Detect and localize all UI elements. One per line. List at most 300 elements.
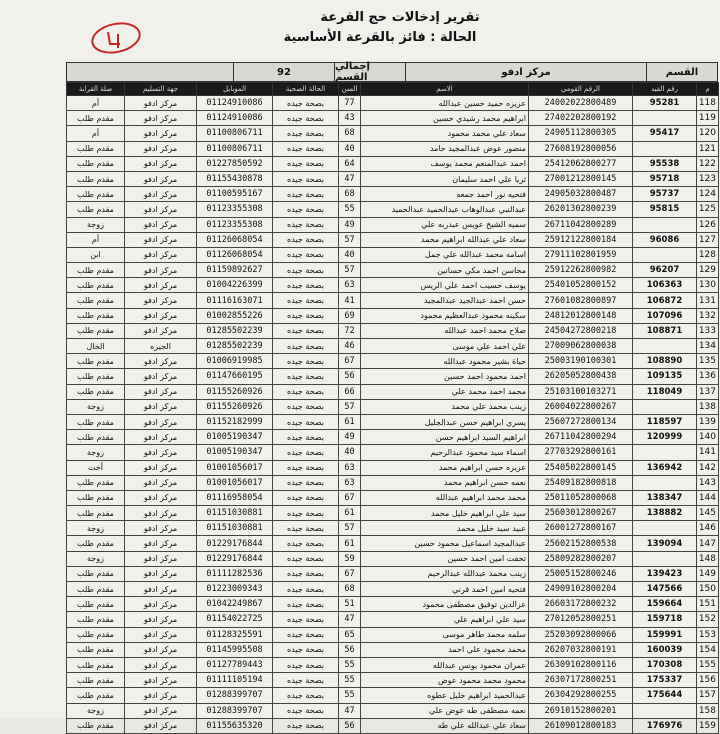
cell-rel: مقدم طلب bbox=[67, 414, 125, 429]
cell-rel: مقدم طلب bbox=[67, 263, 125, 278]
cell-nid: 25412062800277 bbox=[529, 156, 633, 171]
cell-center: مركز ادفو bbox=[125, 536, 197, 551]
cell-center: مركز ادفو bbox=[125, 399, 197, 414]
cell-name: عبدالحميد ابراهيم خليل عطوه bbox=[361, 688, 529, 703]
cell-center: مركز ادفو bbox=[125, 597, 197, 612]
table-row bbox=[67, 536, 719, 551]
cell-idx: 135 bbox=[697, 354, 719, 369]
cell-rel: أم bbox=[67, 232, 125, 247]
cell-grp: 96207 bbox=[633, 263, 697, 278]
column-header: الرقم القومي bbox=[529, 83, 633, 96]
cell-nid: 26207032800191 bbox=[529, 642, 633, 657]
table-row bbox=[67, 369, 719, 384]
cell-age: 55 bbox=[339, 673, 361, 688]
cell-age: 56 bbox=[339, 642, 361, 657]
summary-spacer bbox=[67, 63, 233, 81]
cell-grp bbox=[633, 521, 697, 536]
cell-mobile: 01147660195 bbox=[197, 369, 273, 384]
cell-age: 59 bbox=[339, 551, 361, 566]
cell-health: بصحة جيده bbox=[273, 384, 339, 399]
cell-nid: 27402202800192 bbox=[529, 111, 633, 126]
total-value: 92 bbox=[233, 63, 334, 81]
cell-name: يسري ابراهيم حسن عبدالجليل bbox=[361, 414, 529, 429]
cell-grp: 108871 bbox=[633, 323, 697, 338]
cell-health: بصحة جيده bbox=[273, 126, 339, 141]
cell-age: 68 bbox=[339, 187, 361, 202]
cell-nid: 26109012800183 bbox=[529, 718, 633, 733]
cell-health: بصحة جيده bbox=[273, 111, 339, 126]
cell-health: بصحة جيده bbox=[273, 339, 339, 354]
table-row bbox=[67, 612, 719, 627]
cell-center: مركز ادفو bbox=[125, 688, 197, 703]
cell-name: ابراهيم محمد رشيدي حسين bbox=[361, 111, 529, 126]
cell-mobile: 01159892627 bbox=[197, 263, 273, 278]
cell-grp: 95718 bbox=[633, 171, 697, 186]
cell-grp bbox=[633, 141, 697, 156]
cell-health: بصحة جيده bbox=[273, 430, 339, 445]
cell-idx: 143 bbox=[697, 475, 719, 490]
cell-nid: 25409182800818 bbox=[529, 475, 633, 490]
cell-center: مركز ادفو bbox=[125, 475, 197, 490]
cell-age: 65 bbox=[339, 627, 361, 642]
cell-name: علي احمد علي موسى bbox=[361, 339, 529, 354]
cell-age: 46 bbox=[339, 339, 361, 354]
cell-name: زينب محمد علي محمد bbox=[361, 399, 529, 414]
cell-nid: 24504272800218 bbox=[529, 323, 633, 338]
cell-rel: زوجة bbox=[67, 521, 125, 536]
cell-mobile: 01100806711 bbox=[197, 126, 273, 141]
cell-health: بصحة جيده bbox=[273, 171, 339, 186]
cell-idx: 120 bbox=[697, 126, 719, 141]
cell-name: سعاد علي عبدالله علي طه bbox=[361, 718, 529, 733]
cell-health: بصحة جيده bbox=[273, 278, 339, 293]
cell-mobile: 01127789443 bbox=[197, 657, 273, 672]
cell-rel: مقدم طلب bbox=[67, 597, 125, 612]
cell-mobile: 01005190347 bbox=[197, 430, 273, 445]
cell-health: بصحة جيده bbox=[273, 566, 339, 581]
table-row bbox=[67, 703, 719, 718]
cell-center: مركز ادفو bbox=[125, 323, 197, 338]
cell-grp: 159664 bbox=[633, 597, 697, 612]
table-row bbox=[67, 232, 719, 247]
cell-rel: مقدم طلب bbox=[67, 384, 125, 399]
cell-mobile: 01111105194 bbox=[197, 673, 273, 688]
cell-name: حياة بشير محمود عبدالله bbox=[361, 354, 529, 369]
cell-age: 61 bbox=[339, 536, 361, 551]
table-row bbox=[67, 597, 719, 612]
table-row bbox=[67, 126, 719, 141]
cell-name: سميه الشيخ عويس عبدربه علي bbox=[361, 217, 529, 232]
cell-idx: 129 bbox=[697, 263, 719, 278]
cell-idx: 121 bbox=[697, 141, 719, 156]
cell-idx: 126 bbox=[697, 217, 719, 232]
cell-grp: 120999 bbox=[633, 430, 697, 445]
table-row bbox=[67, 566, 719, 581]
cell-name: عبدالنبي عبدالوهاب عبدالحميد عبدالحميد bbox=[361, 202, 529, 217]
cell-health: بصحة جيده bbox=[273, 460, 339, 475]
cell-idx: 149 bbox=[697, 566, 719, 581]
cell-health: بصحة جيده bbox=[273, 490, 339, 505]
table-row bbox=[67, 430, 719, 445]
cell-health: بصحة جيده bbox=[273, 536, 339, 551]
cell-health: بصحة جيده bbox=[273, 323, 339, 338]
cell-center: مركز ادفو bbox=[125, 293, 197, 308]
cell-center: مركز ادفو bbox=[125, 263, 197, 278]
cell-idx: 155 bbox=[697, 657, 719, 672]
column-header: جهة التسليم bbox=[125, 83, 197, 96]
cell-mobile: 01155260926 bbox=[197, 399, 273, 414]
cell-center: الجيزه bbox=[125, 339, 197, 354]
cell-mobile: 01155260926 bbox=[197, 384, 273, 399]
cell-grp bbox=[633, 217, 697, 232]
table-row bbox=[67, 445, 719, 460]
cell-age: 49 bbox=[339, 217, 361, 232]
cell-name: محاسن احمد مكي حسانين bbox=[361, 263, 529, 278]
table-row bbox=[67, 111, 719, 126]
cell-center: مركز ادفو bbox=[125, 354, 197, 369]
cell-name: احمد عبدالمنعم محمد يوسف bbox=[361, 156, 529, 171]
cell-center: مركز ادفو bbox=[125, 506, 197, 521]
cell-grp: 107096 bbox=[633, 308, 697, 323]
cell-age: 56 bbox=[339, 718, 361, 733]
total-label: إجمالي القسم bbox=[334, 63, 405, 81]
cell-mobile: 01227850592 bbox=[197, 156, 273, 171]
cell-name: سلمه محمد طاهر موسى bbox=[361, 627, 529, 642]
column-header: الحالة الصحية bbox=[273, 83, 339, 96]
report-subtitle: الحالة : فائز بالقرعة الأساسية bbox=[283, 30, 477, 45]
cell-mobile: 01152182999 bbox=[197, 414, 273, 429]
cell-rel: مقدم طلب bbox=[67, 718, 125, 733]
cell-name: عزيزه حميد حسين عبدالله bbox=[361, 96, 529, 111]
cell-idx: 131 bbox=[697, 293, 719, 308]
cell-grp: 95281 bbox=[633, 96, 697, 111]
cell-nid: 24905032800487 bbox=[529, 187, 633, 202]
cell-mobile: 01042249867 bbox=[197, 597, 273, 612]
cell-grp: 175644 bbox=[633, 688, 697, 703]
cell-mobile: 01116958054 bbox=[197, 490, 273, 505]
cell-name: زينب محمد عبدالله عبدالرحيم bbox=[361, 566, 529, 581]
cell-name: عمران محمود يونس عبدالله bbox=[361, 657, 529, 672]
cell-grp: 147566 bbox=[633, 582, 697, 597]
cell-grp bbox=[633, 339, 697, 354]
cell-center: مركز ادفو bbox=[125, 141, 197, 156]
cell-idx: 154 bbox=[697, 642, 719, 657]
cell-mobile: 01154022725 bbox=[197, 612, 273, 627]
cell-nid: 25005152800246 bbox=[529, 566, 633, 581]
cell-rel: مقدم طلب bbox=[67, 627, 125, 642]
cell-grp: 160039 bbox=[633, 642, 697, 657]
cell-rel: زوجة bbox=[67, 217, 125, 232]
cell-mobile: 01126068054 bbox=[197, 247, 273, 262]
cell-name: ثريا علي احمد سليمان bbox=[361, 171, 529, 186]
cell-name: عزيزه حسن ابراهيم محمد bbox=[361, 460, 529, 475]
cell-idx: 144 bbox=[697, 490, 719, 505]
cell-idx: 125 bbox=[697, 202, 719, 217]
cell-grp: 118597 bbox=[633, 414, 697, 429]
cell-center: مركز ادفو bbox=[125, 278, 197, 293]
cell-rel: مقدم طلب bbox=[67, 657, 125, 672]
cell-age: 64 bbox=[339, 156, 361, 171]
cell-health: بصحة جيده bbox=[273, 354, 339, 369]
cell-mobile: 01229176844 bbox=[197, 536, 273, 551]
cell-center: مركز ادفو bbox=[125, 369, 197, 384]
column-header: م bbox=[697, 83, 719, 96]
cell-mobile: 01288399707 bbox=[197, 688, 273, 703]
cell-rel: أم bbox=[67, 126, 125, 141]
cell-mobile: 01124910086 bbox=[197, 111, 273, 126]
cell-idx: 147 bbox=[697, 536, 719, 551]
cell-nid: 25103100103271 bbox=[529, 384, 633, 399]
cell-rel: مقدم طلب bbox=[67, 582, 125, 597]
table-row bbox=[67, 627, 719, 642]
table-row bbox=[67, 414, 719, 429]
cell-idx: 158 bbox=[697, 703, 719, 718]
cell-grp: 138347 bbox=[633, 490, 697, 505]
cell-age: 69 bbox=[339, 308, 361, 323]
cell-health: بصحة جيده bbox=[273, 688, 339, 703]
cell-age: 51 bbox=[339, 597, 361, 612]
cell-rel: الخال bbox=[67, 339, 125, 354]
cell-grp bbox=[633, 445, 697, 460]
cell-center: مركز ادفو bbox=[125, 156, 197, 171]
cell-name: فتحيه امين احمد قرني bbox=[361, 582, 529, 597]
cell-nid: 25607272800134 bbox=[529, 414, 633, 429]
cell-health: بصحة جيده bbox=[273, 475, 339, 490]
cell-idx: 124 bbox=[697, 187, 719, 202]
cell-grp: 95417 bbox=[633, 126, 697, 141]
cell-nid: 25603012800267 bbox=[529, 506, 633, 521]
cell-age: 41 bbox=[339, 293, 361, 308]
cell-mobile: 01126068054 bbox=[197, 232, 273, 247]
cell-rel: مقدم طلب bbox=[67, 490, 125, 505]
cell-age: 49 bbox=[339, 430, 361, 445]
cell-idx: 150 bbox=[697, 582, 719, 597]
cell-age: 67 bbox=[339, 354, 361, 369]
cell-age: 47 bbox=[339, 703, 361, 718]
cell-center: مركز ادفو bbox=[125, 430, 197, 445]
cell-mobile: 01116163071 bbox=[197, 293, 273, 308]
cell-center: مركز ادفو bbox=[125, 612, 197, 627]
cell-center: مركز ادفو bbox=[125, 657, 197, 672]
cell-name: سيد علي ابراهيم علي bbox=[361, 612, 529, 627]
cell-nid: 27608192800056 bbox=[529, 141, 633, 156]
cell-mobile: 01100806711 bbox=[197, 141, 273, 156]
cell-idx: 118 bbox=[697, 96, 719, 111]
cell-nid: 27911102801959 bbox=[529, 247, 633, 262]
cell-idx: 148 bbox=[697, 551, 719, 566]
cell-age: 61 bbox=[339, 506, 361, 521]
cell-rel: مقدم طلب bbox=[67, 156, 125, 171]
cell-name: منصور عوض عبدالمجيد حامد bbox=[361, 141, 529, 156]
cell-grp: 175337 bbox=[633, 673, 697, 688]
cell-mobile: 01005190347 bbox=[197, 445, 273, 460]
cell-age: 40 bbox=[339, 141, 361, 156]
cell-name: سكينه محمود عبدالعظيم محمود bbox=[361, 308, 529, 323]
cell-idx: 146 bbox=[697, 521, 719, 536]
cell-health: بصحة جيده bbox=[273, 627, 339, 642]
cell-grp: 159991 bbox=[633, 627, 697, 642]
cell-rel: مقدم طلب bbox=[67, 566, 125, 581]
table-row bbox=[67, 278, 719, 293]
cell-center: مركز ادفو bbox=[125, 490, 197, 505]
cell-mobile: 01128325591 bbox=[197, 627, 273, 642]
cell-center: مركز ادفو bbox=[125, 582, 197, 597]
table-row bbox=[67, 171, 719, 186]
cell-age: 68 bbox=[339, 582, 361, 597]
cell-health: بصحة جيده bbox=[273, 703, 339, 718]
cell-age: 63 bbox=[339, 460, 361, 475]
column-header: صلة القرابة bbox=[67, 83, 125, 96]
cell-grp bbox=[633, 111, 697, 126]
cell-rel: مقدم طلب bbox=[67, 673, 125, 688]
cell-nid: 27703292800161 bbox=[529, 445, 633, 460]
cell-health: بصحة جيده bbox=[273, 369, 339, 384]
table-row bbox=[67, 156, 719, 171]
cell-health: بصحة جيده bbox=[273, 293, 339, 308]
table-row bbox=[67, 506, 719, 521]
cell-name: سعاد علي عبدالله ابراهيم محمد bbox=[361, 232, 529, 247]
cell-idx: 140 bbox=[697, 430, 719, 445]
cell-idx: 119 bbox=[697, 111, 719, 126]
cell-nid: 26001272800167 bbox=[529, 521, 633, 536]
cell-name: اسماء سيد محمود عبدالرحيم bbox=[361, 445, 529, 460]
cell-age: 61 bbox=[339, 414, 361, 429]
cell-age: 55 bbox=[339, 202, 361, 217]
cell-grp: 170308 bbox=[633, 657, 697, 672]
cell-mobile: 01001056017 bbox=[197, 475, 273, 490]
cell-idx: 156 bbox=[697, 673, 719, 688]
cell-grp bbox=[633, 475, 697, 490]
cell-rel: مقدم طلب bbox=[67, 475, 125, 490]
cell-rel: مقدم طلب bbox=[67, 688, 125, 703]
table-row bbox=[67, 384, 719, 399]
table-row bbox=[67, 657, 719, 672]
cell-rel: مقدم طلب bbox=[67, 187, 125, 202]
cell-grp: 106363 bbox=[633, 278, 697, 293]
cell-idx: 152 bbox=[697, 612, 719, 627]
cell-grp: 138882 bbox=[633, 506, 697, 521]
cell-mobile: 01002855226 bbox=[197, 308, 273, 323]
cell-health: بصحة جيده bbox=[273, 217, 339, 232]
cell-mobile: 01288399707 bbox=[197, 703, 273, 718]
cell-center: مركز ادفو bbox=[125, 111, 197, 126]
table-row bbox=[67, 339, 719, 354]
cell-grp: 96086 bbox=[633, 232, 697, 247]
cell-age: 63 bbox=[339, 278, 361, 293]
cell-nid: 26307172800251 bbox=[529, 673, 633, 688]
cell-age: 66 bbox=[339, 384, 361, 399]
cell-idx: 127 bbox=[697, 232, 719, 247]
table-row bbox=[67, 217, 719, 232]
cell-grp: 118049 bbox=[633, 384, 697, 399]
cell-grp: 136942 bbox=[633, 460, 697, 475]
table-row bbox=[67, 323, 719, 338]
cell-center: مركز ادفو bbox=[125, 232, 197, 247]
table-row bbox=[67, 263, 719, 278]
cell-mobile: 01124910086 bbox=[197, 96, 273, 111]
table-row bbox=[67, 718, 719, 733]
cell-name: صلاح محمد احمد عبدالله bbox=[361, 323, 529, 338]
cell-name: محمد احمد محمد علي bbox=[361, 384, 529, 399]
cell-idx: 133 bbox=[697, 323, 719, 338]
cell-health: بصحة جيده bbox=[273, 247, 339, 262]
cell-health: بصحة جيده bbox=[273, 308, 339, 323]
cell-center: مركز ادفو bbox=[125, 217, 197, 232]
cell-rel: مقدم طلب bbox=[67, 369, 125, 384]
cell-health: بصحة جيده bbox=[273, 263, 339, 278]
cell-idx: 142 bbox=[697, 460, 719, 475]
cell-health: بصحة جيده bbox=[273, 657, 339, 672]
cell-idx: 159 bbox=[697, 718, 719, 733]
cell-nid: 26004022800267 bbox=[529, 399, 633, 414]
cell-age: 40 bbox=[339, 247, 361, 262]
cell-name: محمد محمود علي احمد bbox=[361, 642, 529, 657]
cell-nid: 26309102800116 bbox=[529, 657, 633, 672]
cell-age: 56 bbox=[339, 369, 361, 384]
cell-rel: زوجة bbox=[67, 551, 125, 566]
cell-mobile: 01223009343 bbox=[197, 582, 273, 597]
cell-idx: 137 bbox=[697, 384, 719, 399]
cell-nid: 26201302800239 bbox=[529, 202, 633, 217]
cell-rel: مقدم طلب bbox=[67, 111, 125, 126]
cell-idx: 139 bbox=[697, 414, 719, 429]
cell-mobile: 01155430878 bbox=[197, 171, 273, 186]
cell-name: فتحيه نور احمد جمعه bbox=[361, 187, 529, 202]
cell-age: 55 bbox=[339, 688, 361, 703]
cell-rel: مقدم طلب bbox=[67, 278, 125, 293]
cell-idx: 136 bbox=[697, 369, 719, 384]
table-body bbox=[67, 96, 719, 734]
cell-age: 47 bbox=[339, 612, 361, 627]
cell-health: بصحة جيده bbox=[273, 399, 339, 414]
cell-age: 68 bbox=[339, 126, 361, 141]
cell-idx: 130 bbox=[697, 278, 719, 293]
cell-mobile: 01006919985 bbox=[197, 354, 273, 369]
report-title: تقرير إدخالات حج القرعة bbox=[320, 10, 480, 25]
cell-nid: 25003190100301 bbox=[529, 354, 633, 369]
cell-name: احمد محمود احمد حسين bbox=[361, 369, 529, 384]
cell-center: مركز ادفو bbox=[125, 566, 197, 581]
cell-grp: 109135 bbox=[633, 369, 697, 384]
cell-grp bbox=[633, 399, 697, 414]
table-row bbox=[67, 673, 719, 688]
cell-name: عبيد سيد خليل محمد bbox=[361, 521, 529, 536]
cell-mobile: 01229176844 bbox=[197, 551, 273, 566]
table-row bbox=[67, 202, 719, 217]
cell-mobile: 01111282536 bbox=[197, 566, 273, 581]
table-row bbox=[67, 642, 719, 657]
cell-age: 67 bbox=[339, 490, 361, 505]
cell-mobile: 01285502239 bbox=[197, 339, 273, 354]
cell-nid: 27001212800145 bbox=[529, 171, 633, 186]
cell-center: مركز ادفو bbox=[125, 126, 197, 141]
cell-name: سيد علي ابراهيم خليل محمد bbox=[361, 506, 529, 521]
table-row bbox=[67, 521, 719, 536]
cell-health: بصحة جيده bbox=[273, 141, 339, 156]
table-row bbox=[67, 460, 719, 475]
cell-age: 57 bbox=[339, 399, 361, 414]
cell-center: مركز ادفو bbox=[125, 521, 197, 536]
cell-idx: 138 bbox=[697, 399, 719, 414]
cell-center: مركز ادفو bbox=[125, 187, 197, 202]
cell-center: مركز ادفو bbox=[125, 673, 197, 688]
cell-grp bbox=[633, 703, 697, 718]
entries-table bbox=[66, 82, 719, 734]
cell-rel: مقدم طلب bbox=[67, 308, 125, 323]
cell-age: 57 bbox=[339, 263, 361, 278]
cell-idx: 157 bbox=[697, 688, 719, 703]
cell-rel: زوجة bbox=[67, 703, 125, 718]
